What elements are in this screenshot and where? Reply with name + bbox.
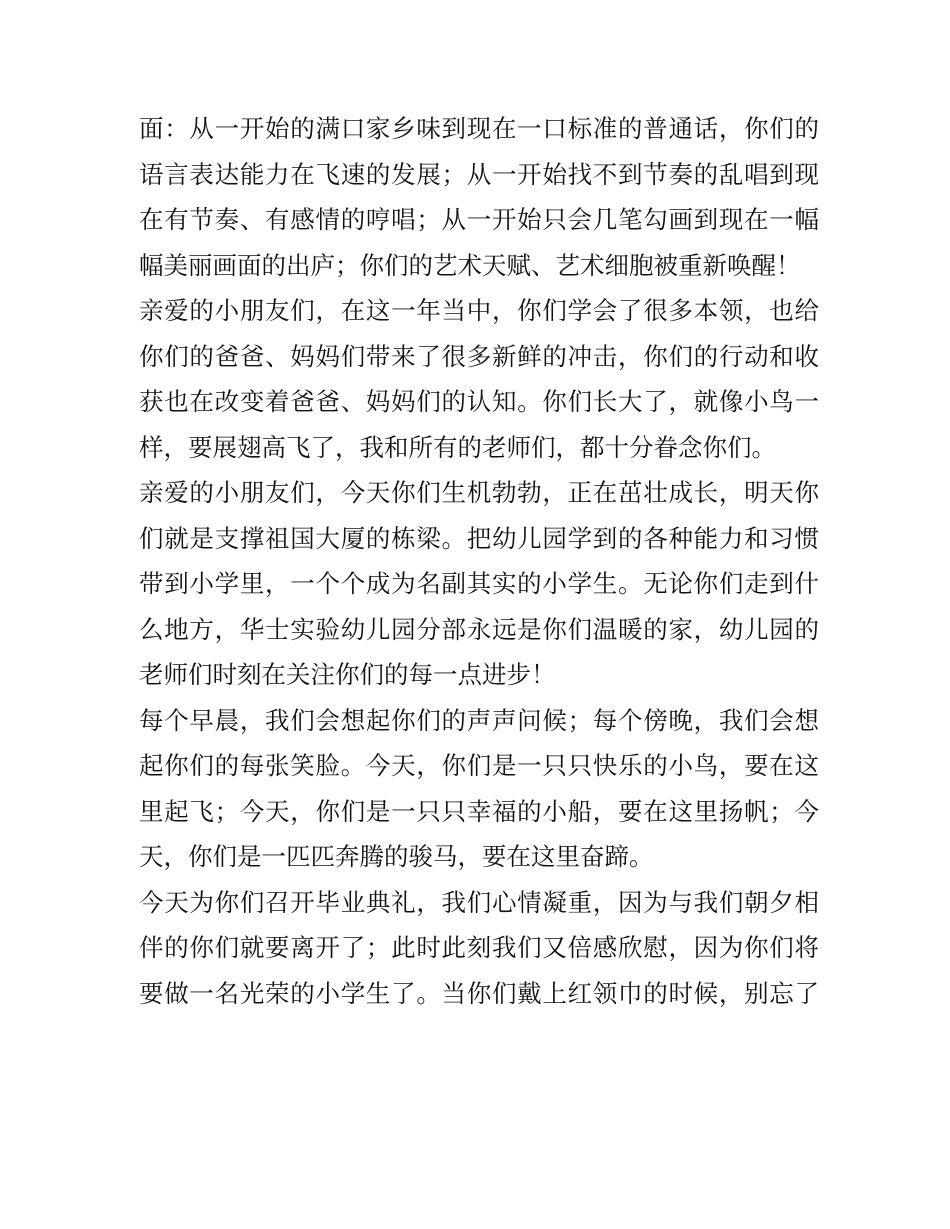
text-line: 今天为你们召开毕业典礼，我们心情凝重，因为与我们朝夕相 [139,887,819,917]
text-line: 每个早晨，我们会想起你们的声声问候；每个傍晚，我们会想 [139,705,819,735]
text-line: 你们的爸爸、妈妈们带来了很多新鲜的冲击，你们的行动和收 [139,341,819,371]
text-line: 语言表达能力在飞速的发展；从一开始找不到节奏的乱唱到现 [139,159,819,189]
text-line: 样，要展翅高飞了，我和所有的老师们，都十分眷念你们。 [139,432,776,462]
text-line: 要做一名光荣的小学生了。当你们戴上红领巾的时候，别忘了 [139,978,819,1008]
text-line: 在有节奏、有感情的哼唱；从一开始只会几笔勾画到现在一幅 [139,205,819,234]
text-line: 伴的你们就要离开了；此时此刻我们又倍感欣慰，因为你们将 [139,933,819,962]
text-line: 亲爱的小朋友们，在这一年当中，你们学会了很多本领，也给 [139,296,819,325]
text-line: 幅美丽画面的出庐；你们的艺术天赋、艺术细胞被重新唤醒！ [139,250,801,280]
text-line: 带到小学里，一个个成为名副其实的小学生。无论你们走到什 [139,569,819,598]
text-line: 么地方，华士实验幼儿园分部永远是你们温暖的家，幼儿园的 [139,614,819,644]
text-line: 起你们的每张笑脸。今天，你们是一只只快乐的小鸟，要在这 [139,751,819,780]
text-line: 面：从一开始的满口家乡味到现在一口标准的普通话，你们的 [139,114,819,143]
text-line: 获也在改变着爸爸、妈妈们的认知。你们长大了，就像小鸟一 [139,387,819,416]
text-line: 天，你们是一匹匹奔腾的骏马，要在这里奋蹄。 [139,842,654,871]
text-line: 们就是支撑祖国大厦的栋梁。把幼儿园学到的各种能力和习惯 [139,523,819,553]
text-line: 里起飞；今天，你们是一只只幸福的小船，要在这里扬帆；今 [139,796,819,826]
body-text [139,106,819,1016]
text-line: 老师们时刻在关注你们的每一点进步！ [139,660,556,689]
text-line: 亲爱的小朋友们，今天你们生机勃勃，正在茁壮成长，明天你 [139,478,819,507]
